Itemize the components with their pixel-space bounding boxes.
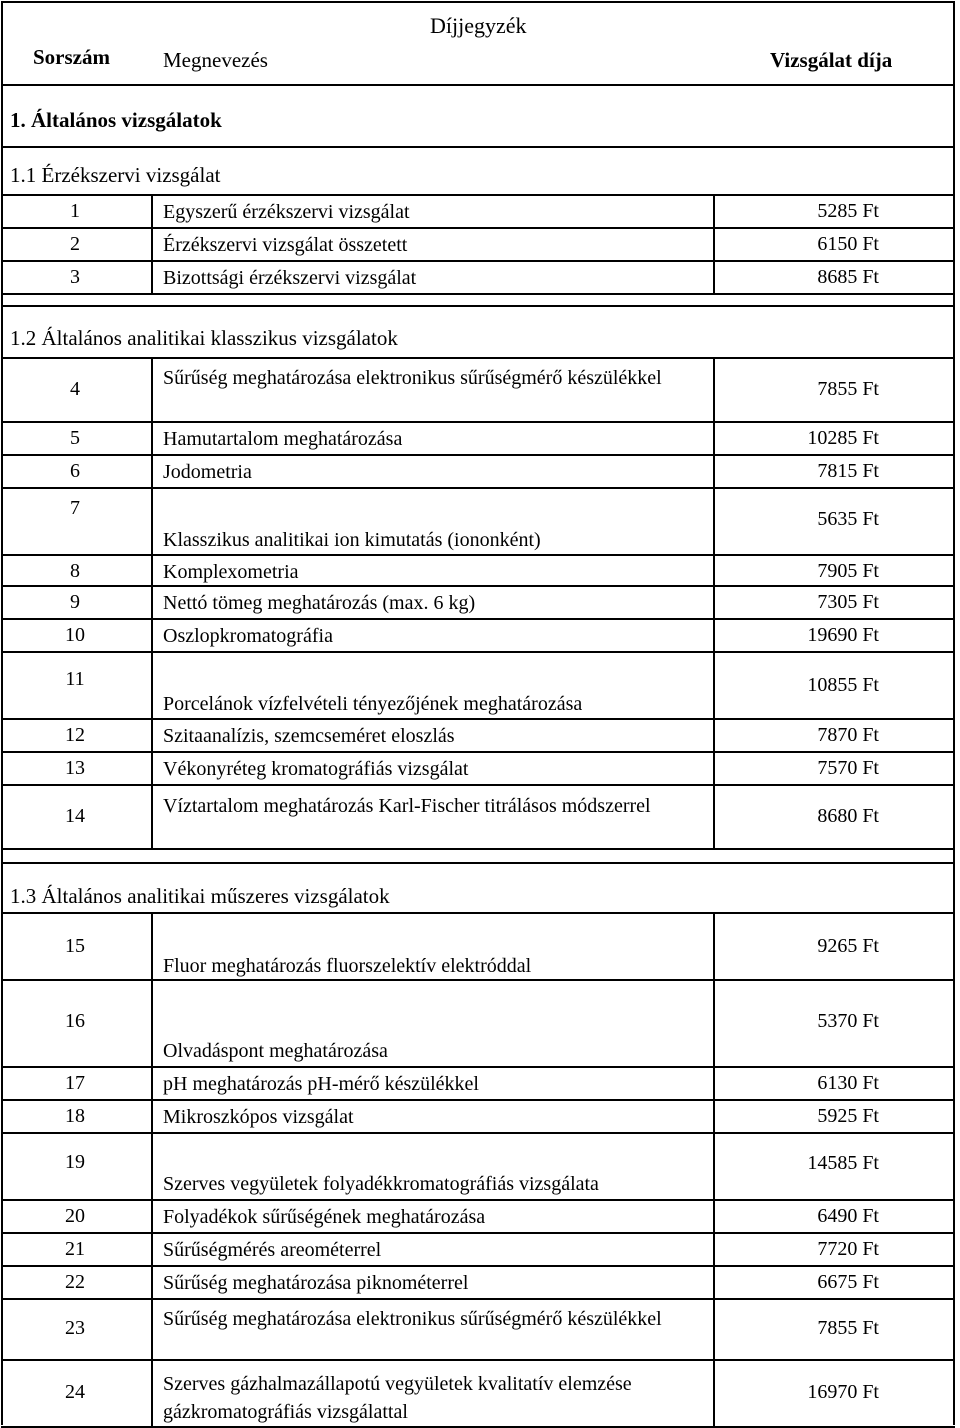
row-name: Oszlopkromatográfia xyxy=(163,625,333,647)
header-divider xyxy=(1,84,955,86)
main-section-title: 1. Általános vizsgálatok xyxy=(10,108,222,132)
row-number: 20 xyxy=(65,1205,85,1227)
row-price: 7855 Ft xyxy=(817,377,879,400)
row-name: Egyszerű érzékszervi vizsgálat xyxy=(163,201,410,223)
row-name: Szerves gázhalmazállapotú vegyületek kvalitatív elemzése gázkromatográfiás vizsgálattal xyxy=(163,1373,632,1423)
row-number: 23 xyxy=(65,1317,85,1339)
row-name: Olvadáspont meghatározása xyxy=(163,1040,388,1062)
row-rule xyxy=(1,260,955,262)
row-rule xyxy=(1,554,955,556)
row-rule xyxy=(1,487,955,489)
row-rule xyxy=(1,293,955,295)
row-number: 22 xyxy=(65,1271,85,1293)
row-number: 15 xyxy=(65,935,85,957)
row-number: 9 xyxy=(70,591,80,613)
row-number: 1 xyxy=(70,200,80,222)
section-top-rule xyxy=(1,357,955,359)
row-price: 19690 Ft xyxy=(807,624,879,646)
row-number: 10 xyxy=(65,624,85,646)
row-price: 7855 Ft xyxy=(817,1317,879,1339)
row-name: Mikroszkópos vizsgálat xyxy=(163,1106,354,1128)
row-price: 7570 Ft xyxy=(817,757,879,779)
row-price: 8685 Ft xyxy=(817,266,879,288)
row-name: Sűrűségmérés areométerrel xyxy=(163,1239,382,1261)
row-name: Folyadékok sűrűségének meghatározása xyxy=(163,1206,486,1228)
row-price: 7720 Ft xyxy=(817,1238,879,1260)
row-price: 7905 Ft xyxy=(817,560,879,582)
section-title: 1.3 Általános analitikai műszeres vizsgálatok xyxy=(10,884,390,908)
row-number: 6 xyxy=(70,460,80,482)
section-top-rule xyxy=(1,912,955,914)
row-rule xyxy=(1,784,955,786)
row-number: 24 xyxy=(65,1381,85,1403)
section-title: 1.1 Érzékszervi vizsgálat xyxy=(10,163,221,187)
row-rule xyxy=(1,651,955,653)
section-title: 1.2 Általános analitikai klasszikus vizsgálatok xyxy=(10,326,398,350)
row-price: 10855 Ft xyxy=(807,674,879,696)
row-price: 6675 Ft xyxy=(817,1271,879,1293)
row-rule xyxy=(1,1132,955,1134)
row-number: 3 xyxy=(70,266,80,288)
row-name: Szerves vegyületek folyadékkromatográfiás vizsgálata xyxy=(163,1173,599,1195)
row-name: Komplexometria xyxy=(163,561,299,583)
row-rule xyxy=(1,1066,955,1068)
row-price: 5635 Ft xyxy=(817,508,879,530)
row-number: 5 xyxy=(70,427,80,449)
column-rule xyxy=(151,194,153,293)
row-price: 8680 Ft xyxy=(817,804,879,827)
row-rule xyxy=(1,227,955,229)
row-name: Sűrűség meghatározása elektronikus sűrűségmérő készülékkel xyxy=(163,1308,662,1330)
row-price: 6130 Ft xyxy=(817,1072,879,1094)
row-name: Bizottsági érzékszervi vizsgálat xyxy=(163,267,417,289)
row-number: 19 xyxy=(65,1151,85,1173)
row-price: 7815 Ft xyxy=(817,460,879,482)
section-divider xyxy=(1,305,955,307)
header-number: Sorszám xyxy=(33,45,110,69)
row-price: 10285 Ft xyxy=(807,427,879,449)
row-number: 16 xyxy=(65,1010,85,1032)
row-rule xyxy=(1,848,955,850)
row-number: 4 xyxy=(70,377,80,400)
row-rule xyxy=(1,751,955,753)
row-price: 14585 Ft xyxy=(807,1152,879,1174)
column-rule xyxy=(713,912,715,1426)
row-number: 8 xyxy=(70,560,80,582)
row-number: 11 xyxy=(65,668,85,690)
row-rule xyxy=(1,1298,955,1300)
row-name: Porcelánok vízfelvételi tényezőjének meghatározása xyxy=(163,693,583,715)
row-number: 17 xyxy=(65,1072,85,1094)
row-rule xyxy=(1,1359,955,1361)
row-rule xyxy=(1,618,955,620)
row-price: 6490 Ft xyxy=(817,1205,879,1227)
document-title: Díjjegyzék xyxy=(430,13,527,38)
row-number: 18 xyxy=(65,1105,85,1127)
row-number: 21 xyxy=(65,1238,85,1260)
row-rule xyxy=(1,454,955,456)
row-price: 9265 Ft xyxy=(817,935,879,957)
row-rule xyxy=(1,1232,955,1234)
row-name: Hamutartalom meghatározása xyxy=(163,428,403,450)
row-name: Sűrűség meghatározása piknométerrel xyxy=(163,1272,469,1294)
column-rule xyxy=(151,912,153,1426)
section-top-rule xyxy=(1,194,955,196)
column-rule xyxy=(151,357,153,848)
row-rule xyxy=(1,1099,955,1101)
row-price: 7305 Ft xyxy=(817,591,879,613)
row-number: 13 xyxy=(65,757,85,779)
column-rule xyxy=(713,357,715,848)
row-name: Víztartalom meghatározás Karl-Fischer titrálásos módszerrel xyxy=(163,795,651,817)
row-rule xyxy=(1,1199,955,1201)
row-number: 2 xyxy=(70,233,80,255)
row-number: 14 xyxy=(65,804,85,827)
row-rule xyxy=(1,718,955,720)
row-price: 5925 Ft xyxy=(817,1105,879,1127)
row-name: Nettó tömeg meghatározás (max. 6 kg) xyxy=(163,592,476,614)
row-number: 7 xyxy=(70,497,80,519)
row-price: 16970 Ft xyxy=(807,1381,879,1403)
row-rule xyxy=(1,421,955,423)
header-fee: Vizsgálat díja xyxy=(770,48,893,72)
row-price: 5370 Ft xyxy=(817,1010,879,1032)
column-rule xyxy=(713,194,715,293)
row-name: Fluor meghatározás fluorszelektív elektróddal xyxy=(163,955,532,977)
row-name: Sűrűség meghatározása elektronikus sűrűségmérő készülékkel xyxy=(163,367,662,389)
header-name: Megnevezés xyxy=(163,48,268,72)
section-divider xyxy=(1,862,955,864)
main-section-divider xyxy=(1,146,955,148)
row-name: Klasszikus analitikai ion kimutatás (iononként) xyxy=(163,529,541,551)
row-price: 6150 Ft xyxy=(817,233,879,255)
row-price: 7870 Ft xyxy=(817,724,879,746)
row-name: Jodometria xyxy=(163,461,252,483)
row-name: Szitaanalízis, szemcseméret eloszlás xyxy=(163,725,455,747)
row-number: 12 xyxy=(65,724,85,746)
row-name: Vékonyréteg kromatográfiás vizsgálat xyxy=(163,758,469,780)
row-price: 5285 Ft xyxy=(817,200,879,222)
row-name: Érzékszervi vizsgálat összetett xyxy=(163,234,408,256)
row-name: pH meghatározás pH-mérő készülékkel xyxy=(163,1073,479,1095)
row-rule xyxy=(1,1265,955,1267)
